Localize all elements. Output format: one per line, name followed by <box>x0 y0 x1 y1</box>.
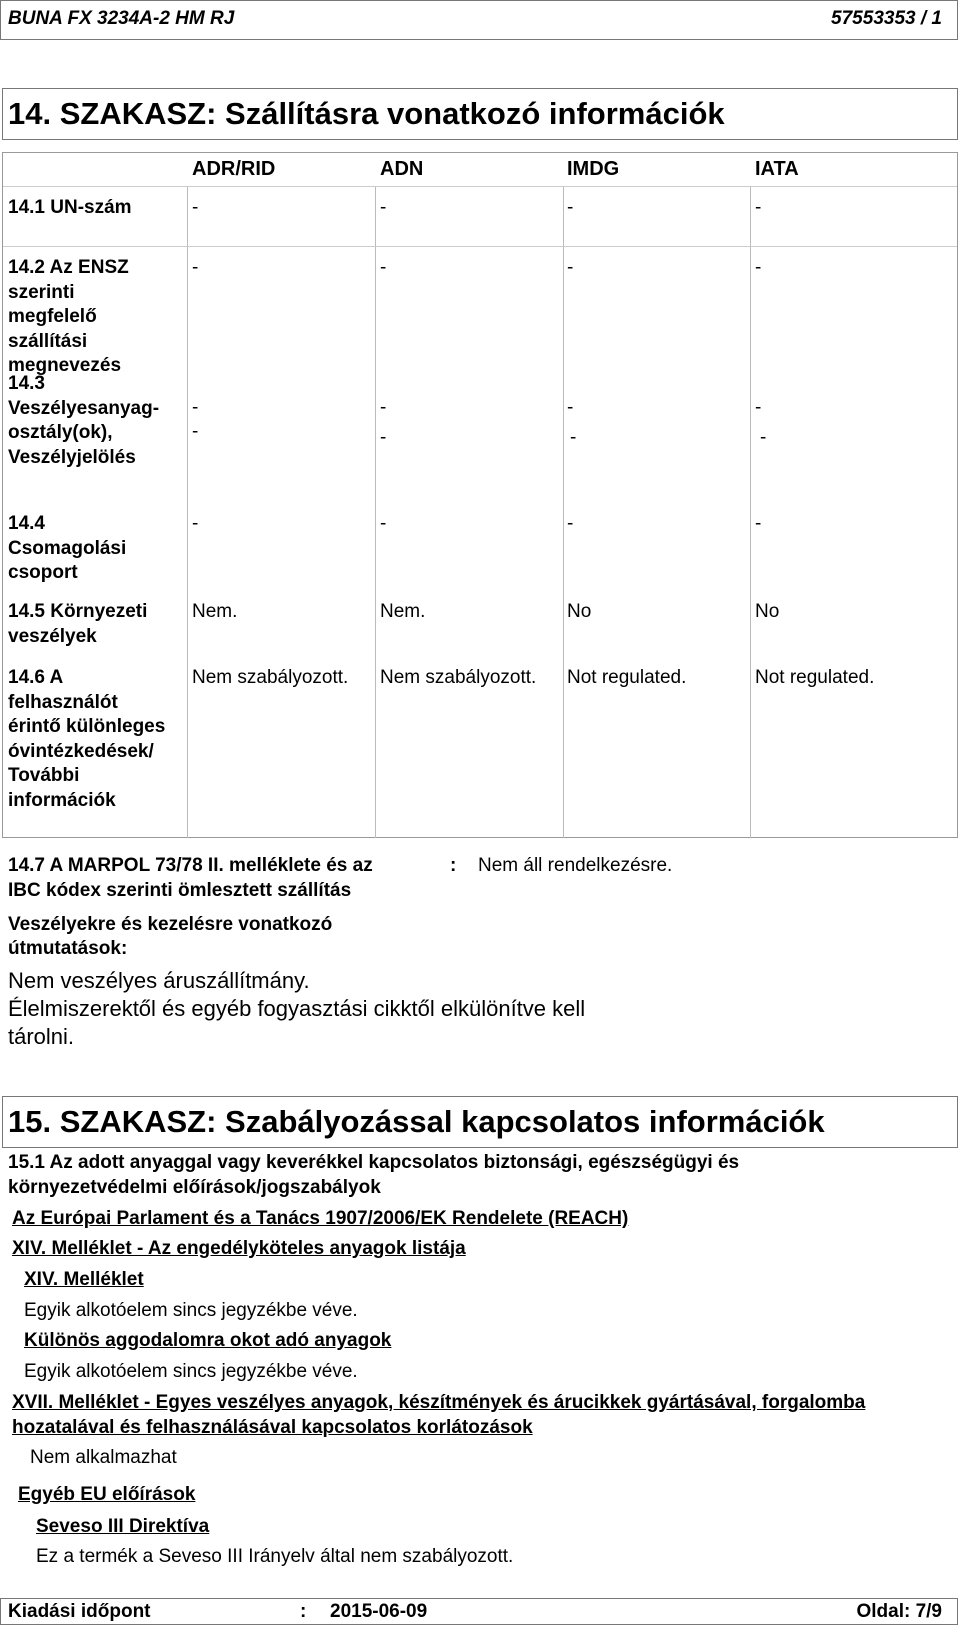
label-packing-group: 14.4 Csomagolási csoport <box>8 513 127 583</box>
column-adn: ADN <box>380 158 424 180</box>
pack-iata: - <box>755 513 762 534</box>
column-adr-rid: ADR/RID <box>192 158 276 180</box>
annex-17-line1: XVII. Melléklet - Egyes veszélyes anyagok, készítmények és árucikkek gyártásával, forgalomba <box>12 1392 866 1413</box>
pack-imdg: - <box>567 513 574 534</box>
class-imdg: - <box>567 397 574 418</box>
un-iata: - <box>755 197 762 218</box>
svhc-text: Egyik alkotóelem sincs jegyzékbe véve. <box>24 1361 358 1382</box>
section-14-title: 14. SZAKASZ: Szállításra vonatkozó információk <box>8 96 725 131</box>
env-adn: Nem. <box>380 601 426 622</box>
annex-14-text: Egyik alkotóelem sincs jegyzékbe véve. <box>24 1300 358 1321</box>
reach-regulation: Az Európai Parlament és a Tanács 1907/2006/EK Rendelete (REACH) <box>12 1208 629 1229</box>
marpol-label-line2: IBC kódex szerinti ömlesztett szállítás <box>8 880 352 901</box>
env-iata: No <box>755 601 780 622</box>
un-adn: - <box>380 197 387 218</box>
label-un-number: 14.1 UN-szám <box>8 197 132 218</box>
label-adr: - <box>192 421 199 442</box>
seveso-directive: Seveso III Direktíva <box>36 1516 210 1537</box>
section-15-title: 15. SZAKASZ: Szabályozással kapcsolatos információk <box>8 1104 825 1139</box>
annex-14: XIV. Melléklet <box>24 1269 144 1290</box>
annex-14-list: XIV. Melléklet - Az engedélyköteles anyagok listája <box>12 1238 466 1259</box>
special-iata: Not regulated. <box>755 667 875 688</box>
class-iata: - <box>755 397 762 418</box>
name-iata: - <box>755 257 762 278</box>
un-adr: - <box>192 197 199 218</box>
name-adn: - <box>380 257 387 278</box>
issue-date-label: Kiadási időpont <box>8 1601 151 1622</box>
guidance-label-line2: útmutatások: <box>8 938 128 959</box>
label-shipping-name: 14.2 Az ENSZ szerinti megfelelő szállítási megnevezés <box>8 257 129 376</box>
other-eu-regulations: Egyéb EU előírások <box>18 1484 196 1505</box>
pack-adr: - <box>192 513 199 534</box>
un-imdg: - <box>567 197 574 218</box>
product-name: BUNA FX 3234A-2 HM RJ <box>8 8 235 29</box>
document-number: 57553353 / 1 <box>831 8 942 29</box>
label-special-precautions: 14.6 A felhasználót érintő különleges óvintézkedések/ További információk <box>8 667 166 811</box>
column-imdg: IMDG <box>567 158 620 180</box>
special-adr: Nem szabályozott. <box>192 667 349 688</box>
marpol-value: Nem áll rendelkezésre. <box>478 855 673 876</box>
name-adr: - <box>192 257 199 278</box>
svhc-heading: Különös aggodalomra okot adó anyagok <box>24 1330 392 1351</box>
guidance-label-line1: Veszélyekre és kezelésre vonatkozó <box>8 914 333 935</box>
section-15-1-line1: 15.1 Az adott anyaggal vagy keverékkel kapcsolatos biztonsági, egészségügyi és <box>8 1152 740 1173</box>
section-15-1-line2: környezetvédelmi előírások/jogszabályok <box>8 1177 381 1198</box>
guidance-text-line1: Nem veszélyes áruszállítmány. <box>8 968 310 993</box>
label-hazard-class: 14.3 Veszélyesanyag- osztály(ok), Veszélyjelölés <box>8 373 160 468</box>
guidance-text-line2: Élelmiszerektől és egyéb fogyasztási cikktől elkülönítve kell <box>8 996 586 1021</box>
guidance-text-line3: tárolni. <box>8 1024 75 1049</box>
label-imdg: - <box>570 427 577 448</box>
issue-date-colon: : <box>300 1601 307 1622</box>
special-imdg: Not regulated. <box>567 667 687 688</box>
marpol-colon: : <box>450 855 457 876</box>
seveso-text: Ez a termék a Seveso III Irányelv által nem szabályozott. <box>36 1546 514 1567</box>
label-adn: - <box>380 427 387 448</box>
label-iata: - <box>760 427 767 448</box>
annex-17-text: Nem alkalmazhat <box>30 1447 177 1468</box>
special-adn: Nem szabályozott. <box>380 667 537 688</box>
pack-adn: - <box>380 513 387 534</box>
marpol-label-line1: 14.7 A MARPOL 73/78 II. melléklete és az <box>8 855 373 876</box>
page-number: Oldal: 7/9 <box>856 1601 942 1622</box>
annex-17-line2: hozatalával és felhasználásával kapcsolatos korlátozások <box>12 1417 533 1438</box>
column-iata: IATA <box>755 158 799 180</box>
env-adr: Nem. <box>192 601 238 622</box>
env-imdg: No <box>567 601 592 622</box>
name-imdg: - <box>567 257 574 278</box>
class-adn: - <box>380 397 387 418</box>
label-environmental-hazards: 14.5 Környezeti veszélyek <box>8 601 148 647</box>
class-adr: - <box>192 397 199 418</box>
issue-date-value: 2015-06-09 <box>330 1601 428 1622</box>
